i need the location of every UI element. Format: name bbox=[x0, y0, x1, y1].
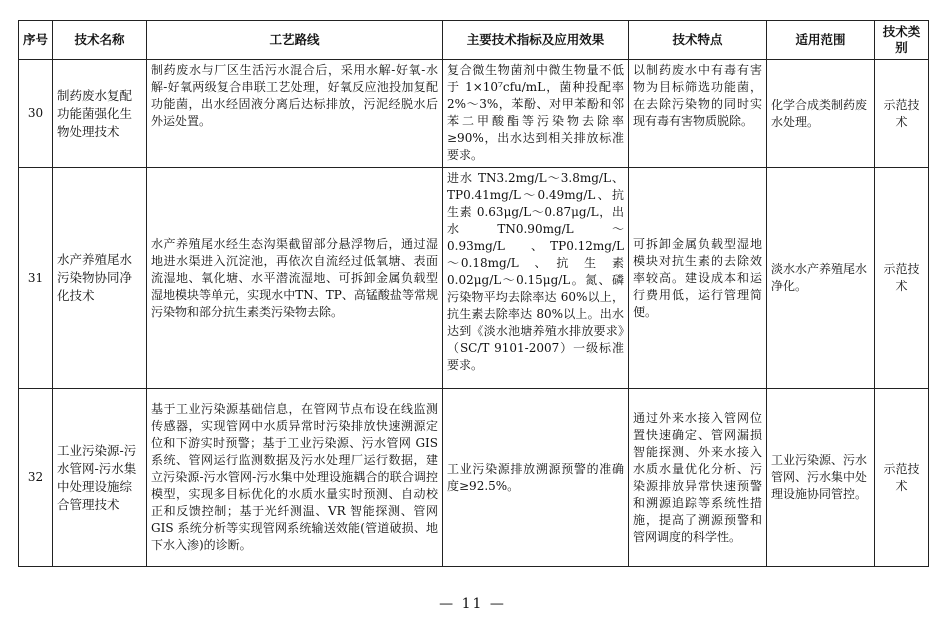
table-row bbox=[19, 389, 929, 567]
row-effect: 复合微生物菌剂中微生物量不低于 1×10⁷cfu/mL，菌种投配率 2%～3%，苯酚、对甲苯酚和邻苯二甲酸酯等污染物去除率≥90%，出水达到相关排放标准要求。 bbox=[443, 60, 629, 168]
row-effect: 进水 TN3.2mg/L～3.8mg/L、TP0.41mg/L～0.49mg/L、抗生素 0.63μg/L～0.87μg/L，出 水 TN0.90mg/L ～0.93mg/L 、TP0.12mg/L ～0.18mg/L 、 抗 生 素0.02μg/L～0.15μg/L。氮、磷污染物平均去除率达 60%以上，抗生素去除率达 80%以上。出水达到《淡水池塘养殖水排放要求》（SC/T 9101-2007）一级标准要求。 bbox=[443, 168, 629, 389]
page-number: — 11 — bbox=[439, 596, 506, 612]
header-features: 技术特点 bbox=[629, 21, 767, 60]
row-name: 工业污染源-污水管网-污水集中处理设施综合管理技术 bbox=[53, 389, 147, 567]
row-num: 31 bbox=[19, 168, 53, 389]
row-features: 通过外来水接入管网位置快速确定、管网漏损智能探测、外来水接入水质水量优化分析、污染源排放异常快速预警和溯源追踪等系统性措施，提高了溯源预警和管网调度的科学性。 bbox=[629, 389, 767, 567]
table-row bbox=[19, 60, 929, 168]
row-route: 水产养殖尾水经生态沟渠截留部分悬浮物后，通过湿地进水渠进入沉淀池，再依次自流经过低氧塘、表面流湿地、氧化塘、水平潜流湿地、可拆卸金属负载型湿地模块等单元，实现水中TN、TP、高锰酸盐等常规污染物和部分抗生素类污染物去除。 bbox=[147, 168, 443, 389]
row-effect: 工业污染源排放溯源预警的准确度≥92.5%。 bbox=[443, 389, 629, 567]
table-header bbox=[19, 21, 929, 60]
row-route: 制药废水与厂区生活污水混合后，采用水解-好氧-水解-好氧两级复合串联工艺处理，好氧反应池投加复配功能菌，出水经固液分离后达标排放，污泥经脱水后外运处置。 bbox=[147, 60, 443, 168]
row-scope: 淡水水产养殖尾水净化。 bbox=[767, 168, 875, 389]
row-features: 可拆卸金属负载型湿地模块对抗生素的去除效率较高。建设成本和运行费用低，运行管理简便。 bbox=[629, 168, 767, 389]
row-route: 基于工业污染源基础信息，在管网节点布设在线监测传感器，实现管网中水质异常时污染排放快速溯源定位和下游实时预警；基于工业污染源、污水管网 GIS 系统、管网运行监测数据及污水处理厂运行数据，建立污染源-污水管网-污水集中处理设施耦合的联合调控模型，实现多目标优化的水质水量实时预测、自动校正和反馈控制；基于光纤测温、VR 智能探测、管网 GIS 系统分析等实现管网系统输送效能(管道破损、地下水入渗)的诊断。 bbox=[147, 389, 443, 567]
row-features: 以制药废水中有毒有害物为目标筛选功能菌，在去除污染物的同时实现有毒有害物质脱除。 bbox=[629, 60, 767, 168]
header-effect: 主要技术指标及应用效果 bbox=[443, 21, 629, 60]
header-name: 技术名称 bbox=[53, 21, 147, 60]
row-num: 32 bbox=[19, 389, 53, 567]
technology-table bbox=[18, 20, 929, 567]
row-name: 水产养殖尾水污染物协同净化技术 bbox=[53, 168, 147, 389]
row-scope: 化学合成类制药废水处理。 bbox=[767, 60, 875, 168]
row-name: 制药废水复配功能菌强化生物处理技术 bbox=[53, 60, 147, 168]
header-category: 技术类别 bbox=[875, 21, 929, 60]
row-scope: 工业污染源、污水管网、污水集中处理设施协同管控。 bbox=[767, 389, 875, 567]
header-scope: 适用范围 bbox=[767, 21, 875, 60]
row-category: 示范技术 bbox=[875, 168, 929, 389]
row-category: 示范技术 bbox=[875, 60, 929, 168]
row-category: 示范技术 bbox=[875, 389, 929, 567]
header-num: 序号 bbox=[19, 21, 53, 60]
table-row bbox=[19, 168, 929, 389]
header-route: 工艺路线 bbox=[147, 21, 443, 60]
row-num: 30 bbox=[19, 60, 53, 168]
